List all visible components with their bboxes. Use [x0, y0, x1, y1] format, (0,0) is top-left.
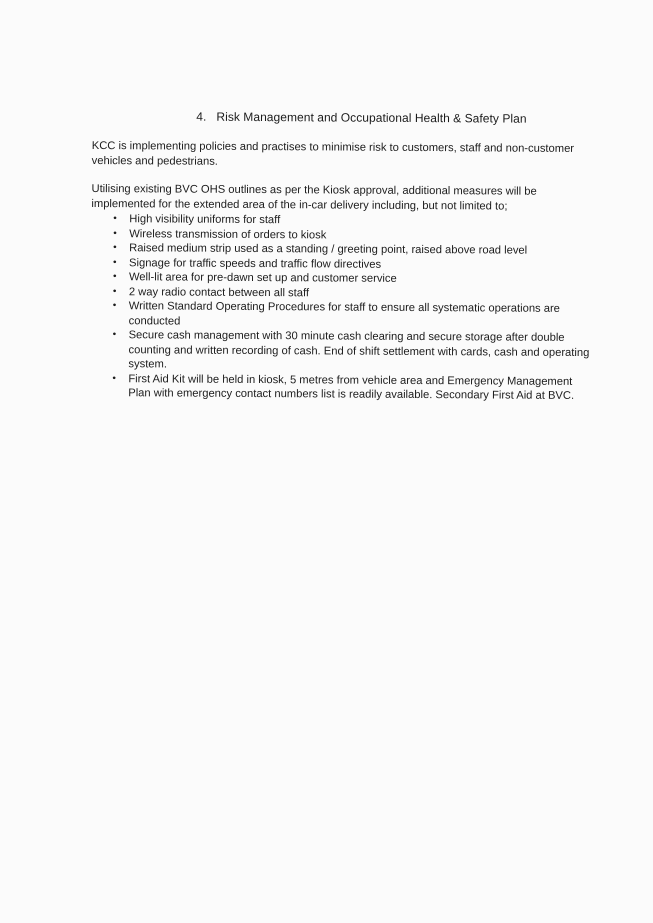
list-item-text: High visibility uniforms for staff	[129, 213, 281, 227]
measures-list	[90, 212, 596, 404]
list-item-text: Raised medium strip used as a standing / greeting point, raised above road level	[129, 242, 528, 257]
bullet-icon: •	[112, 300, 117, 312]
bullet-icon: •	[112, 271, 117, 283]
list-item-text: Written Standard Operating Procedures for staff to ensure all systematic operations are conducted	[128, 300, 560, 328]
bullet-icon: •	[112, 372, 116, 384]
intro-paragraph: KCC is implementing policies and practises to minimise risk to customers, staff and non-customer vehicles and pedestrians.	[91, 139, 575, 168]
list-item-text: Signage for traffic speeds and traffic flow directives	[129, 256, 382, 271]
list-item-text: Secure cash management with 30 minute cash clearing and secure storage after double counting and written recording of cash. End of shift settlement with cards, cash and operating system.	[128, 329, 590, 371]
section-title: Risk Management and Occupational Health & Safety Plan	[216, 109, 527, 126]
list-item-text: First Aid Kit will be held in kiosk, 5 metres from vehicle area and Emergency Management Plan with emergency contact numbers list is readily available. Secondary First Aid at BVC.	[128, 372, 575, 402]
section-number: 4.	[196, 109, 207, 124]
section-heading	[126, 108, 597, 127]
bullet-icon: •	[113, 227, 117, 239]
bullet-icon: •	[113, 242, 117, 254]
list-item	[90, 328, 595, 375]
bullet-icon: •	[113, 213, 117, 225]
list-item	[90, 371, 595, 403]
bullet-icon: •	[112, 285, 117, 297]
bullet-icon: •	[112, 329, 117, 341]
list-item-text: Wireless transmission of orders to kiosk	[129, 227, 327, 241]
measures-intro-paragraph: Utilising existing BVC OHS outlines as per the Kiosk approval, additional measures will be implemented for the extended area of the in-car delivery including, but not limited to;	[91, 182, 537, 213]
list-item	[91, 299, 596, 331]
page-content	[90, 108, 597, 404]
list-item-text: Well-lit area for pre-dawn set up and customer service	[128, 271, 397, 285]
list-item-text: 2 way radio contact between all staff	[128, 285, 310, 299]
bullet-icon: •	[113, 256, 117, 268]
